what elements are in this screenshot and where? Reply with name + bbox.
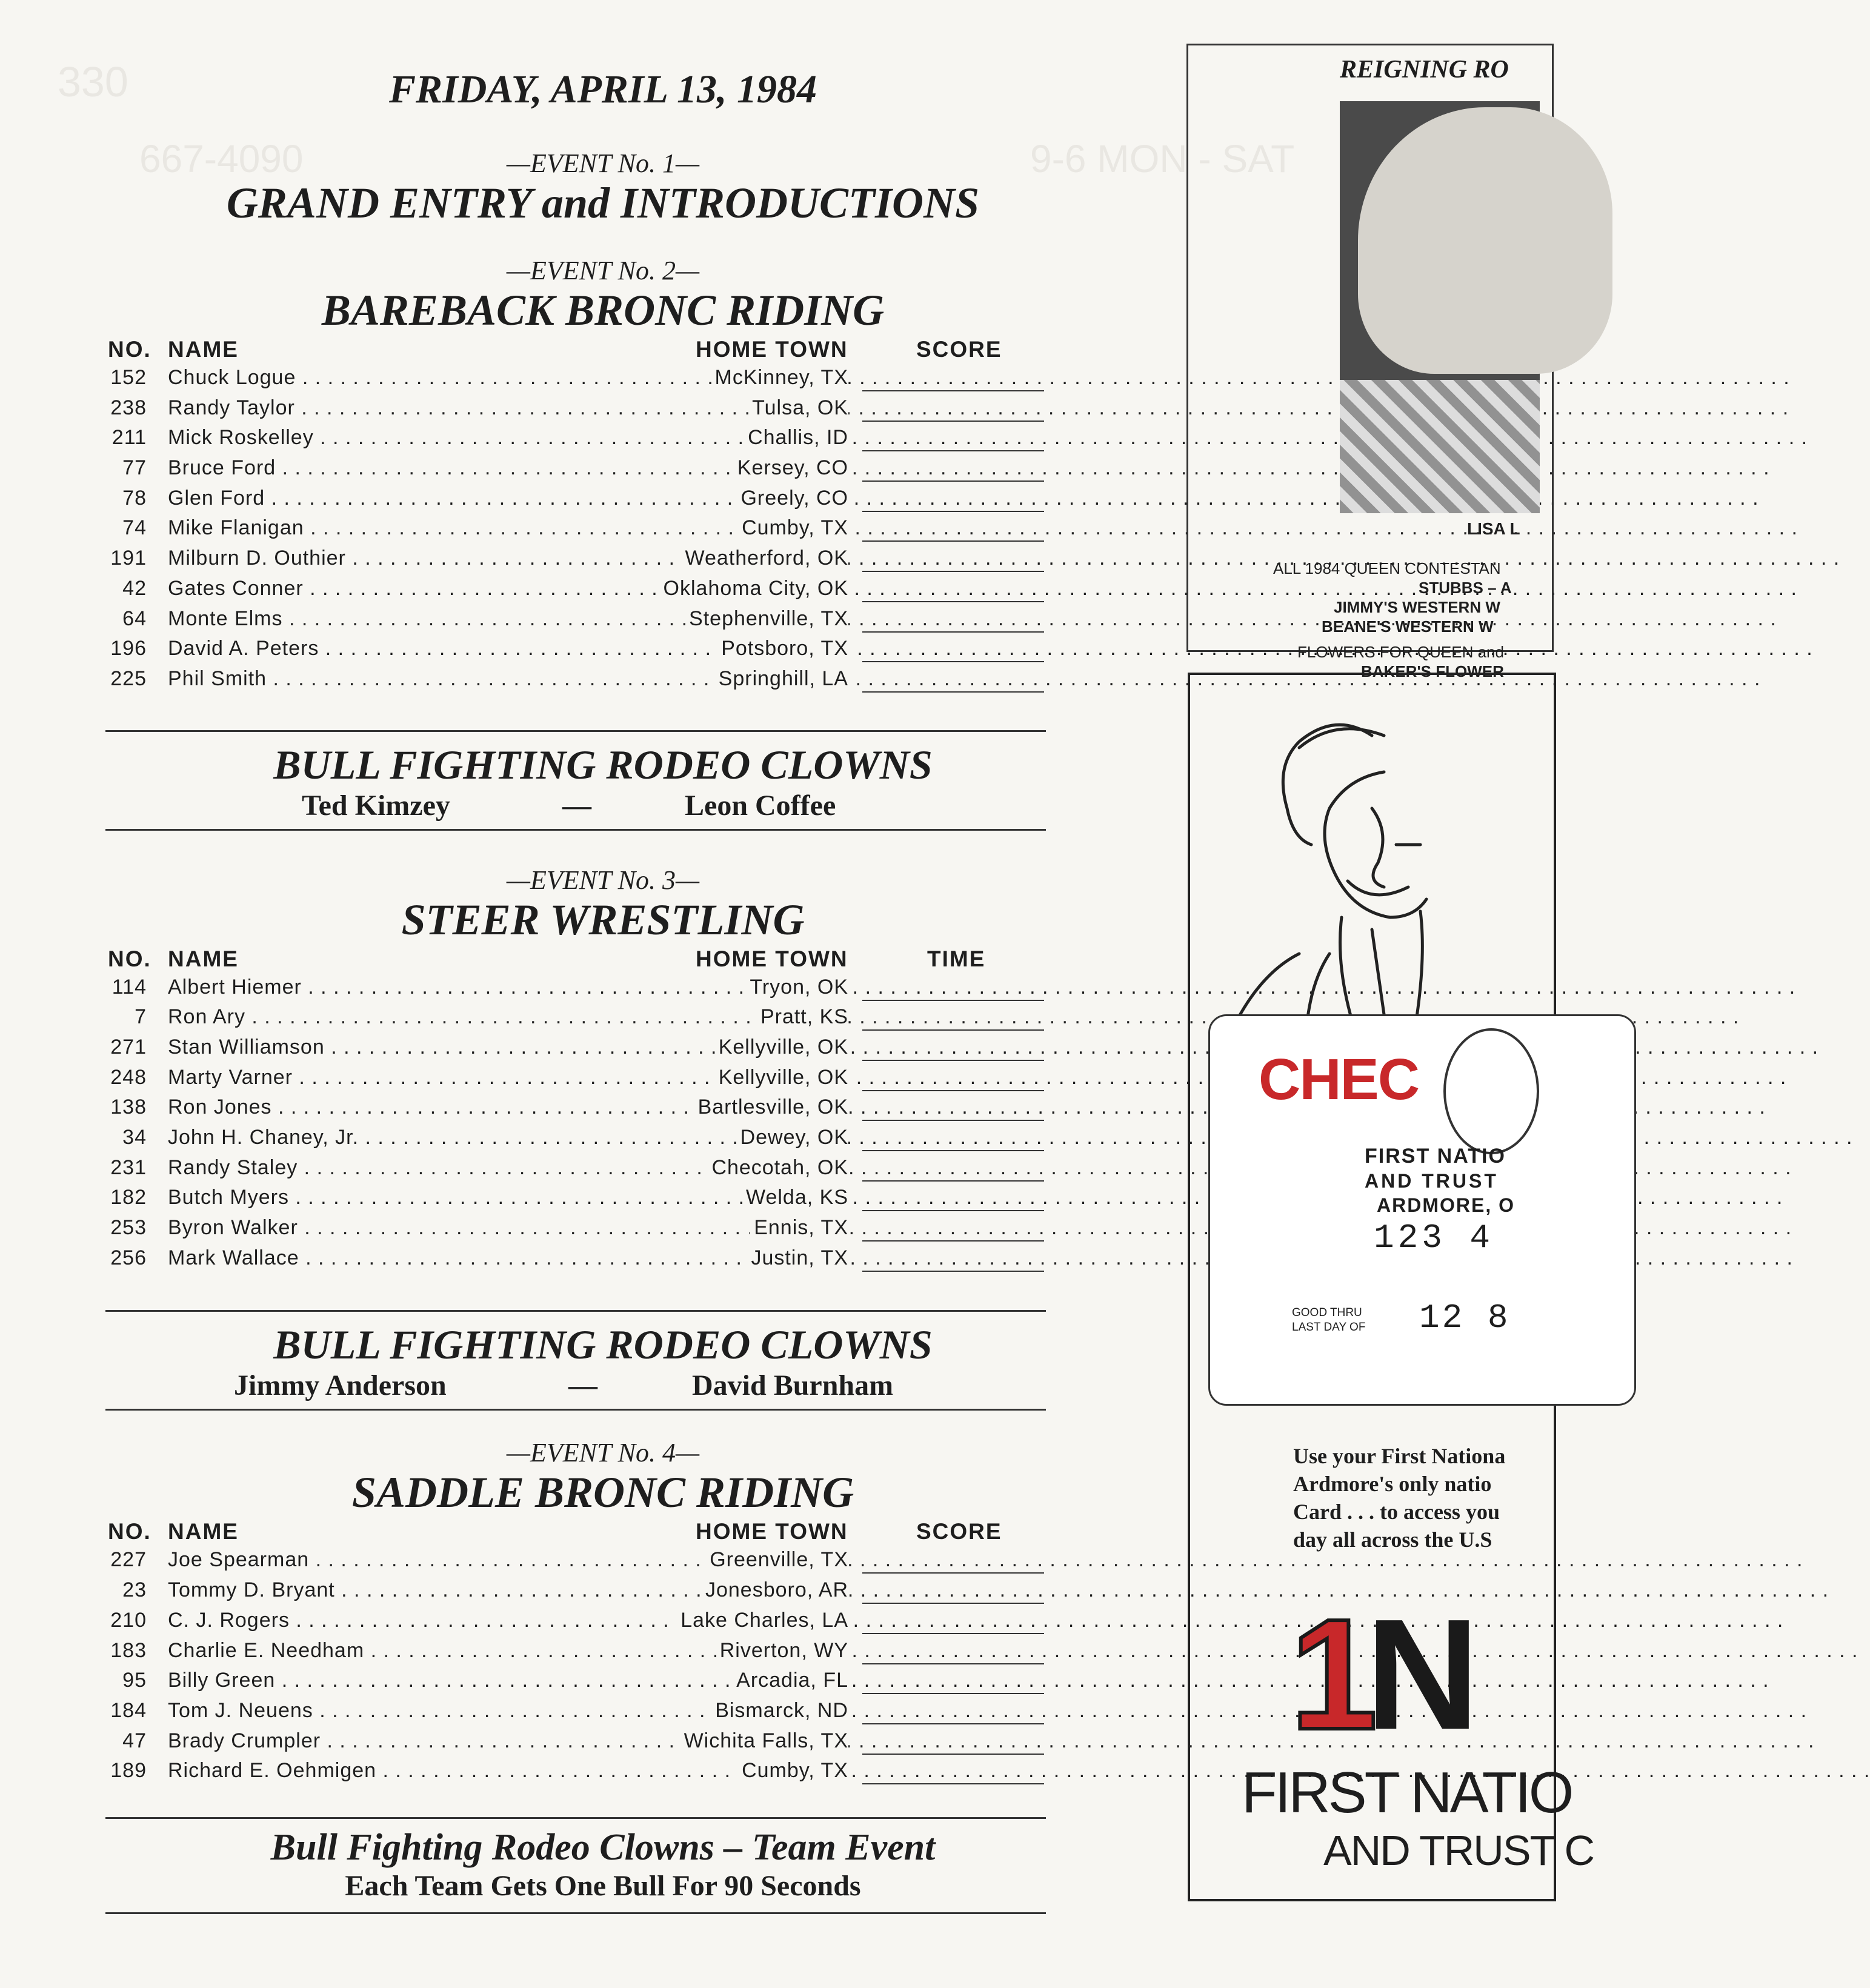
entry-row <box>103 1123 1048 1154</box>
result-blank-line <box>862 1663 1044 1664</box>
entry-row <box>103 634 1048 665</box>
clown-dash: — <box>568 1369 597 1402</box>
home-town: Kellyville, OK <box>715 1036 848 1059</box>
result-blank-line <box>862 1240 1044 1242</box>
contestant-name: Ron Ary . . . <box>168 1005 914 1029</box>
entry-number: 47 <box>122 1729 147 1752</box>
entry-number: 189 <box>110 1759 147 1783</box>
contestant-name: Glen Ford . . . <box>168 487 914 510</box>
entry-number: 138 <box>110 1095 147 1119</box>
home-town: Tryon, OK <box>746 976 848 999</box>
contestant-name: Bruce Ford . . . <box>168 456 914 480</box>
clowns-1-names <box>103 789 1048 825</box>
clown-dash: — <box>562 789 591 822</box>
ghost-page-number: 330 <box>58 58 128 105</box>
bank-logo <box>1290 1587 1468 1763</box>
home-town: Challis, ID <box>744 426 848 450</box>
contestant-name: Joe Spearman . . . <box>168 1548 914 1572</box>
entry-number: 74 <box>122 516 147 540</box>
contestant-name: Billy Green . . . <box>168 1669 914 1692</box>
sponsor-line: JIMMY'S WESTERN W <box>1334 598 1500 616</box>
home-town: Checotah, OK <box>708 1156 848 1180</box>
contestant-name: John H. Chaney, Jr. . . . <box>168 1126 914 1149</box>
home-town: Greely, CO <box>737 487 848 510</box>
contestant-name: Stan Williamson . . . <box>168 1036 914 1059</box>
entry-number: 184 <box>110 1698 147 1722</box>
entry-number: 225 <box>110 667 147 690</box>
contestant-name: Ron Jones . . . <box>168 1095 914 1119</box>
entry-number: 256 <box>110 1246 147 1269</box>
good-thru-label <box>1292 1306 1365 1335</box>
entry-row <box>103 1154 1048 1184</box>
home-town: Weatherford, OK <box>682 547 849 570</box>
home-town: Greenville, TX <box>706 1548 848 1572</box>
entry-number: 248 <box>110 1065 147 1089</box>
event-4-number: —EVENT No. 4— <box>506 1438 700 1468</box>
event-3-entries <box>103 973 1048 1274</box>
home-town: Cumby, TX <box>738 516 848 540</box>
contestant-name: Gates Conner . . . <box>168 577 914 600</box>
event-2-header <box>103 334 1048 364</box>
home-town: Tulsa, OK <box>748 396 848 420</box>
col-score: SCORE <box>916 1519 1002 1544</box>
event-3-header <box>103 944 1048 973</box>
result-blank-line <box>862 1271 1044 1272</box>
entry-number: 231 <box>110 1155 147 1179</box>
home-town: Bismarck, ND <box>711 1699 848 1723</box>
entry-row <box>103 574 1048 605</box>
result-blank-line <box>862 1000 1044 1001</box>
result-blank-line <box>862 1029 1044 1031</box>
result-blank-line <box>862 1603 1044 1604</box>
reigning-royalty-box <box>1186 44 1554 680</box>
sponsor-line: FLOWERS FOR QUEEN and <box>1297 643 1504 661</box>
entry-row <box>103 1033 1048 1063</box>
contestant-name: Mick Roskelley . . . <box>168 426 914 450</box>
entry-number: 114 <box>111 975 147 999</box>
bank-name-sub: AND TRUST C <box>1323 1827 1594 1874</box>
entry-row <box>103 1727 1048 1757</box>
bank-logo-n: N <box>1365 1587 1468 1763</box>
entry-row <box>103 1214 1048 1244</box>
contestant-name: Byron Walker . . . <box>168 1216 914 1240</box>
home-town: Pratt, KS <box>757 1005 848 1029</box>
queen-caption: LISA L <box>1467 519 1520 538</box>
entry-row <box>103 1637 1048 1667</box>
home-town: Potsboro, TX <box>717 637 848 660</box>
home-town: Welda, KS <box>742 1186 848 1209</box>
home-town: Dewey, OK <box>737 1126 848 1149</box>
result-blank-line <box>862 1090 1044 1091</box>
entry-row <box>103 605 1048 635</box>
home-town: Lake Charles, LA <box>677 1609 848 1632</box>
plaid-shirt-graphic <box>1340 380 1540 513</box>
divider <box>105 1817 1046 1819</box>
good-thru-1: GOOD THRU <box>1292 1306 1362 1319</box>
result-blank-line <box>862 1210 1044 1211</box>
home-town: Bartlesville, OK <box>694 1095 848 1119</box>
contestant-name: David A. Peters . . . <box>168 637 914 660</box>
result-blank-line <box>862 1060 1044 1061</box>
entry-number: 271 <box>110 1035 147 1059</box>
col-home: HOME TOWN <box>696 337 848 362</box>
result-blank-line <box>862 511 1044 512</box>
entry-row <box>103 665 1048 695</box>
contestant-name: Mike Flanigan . . . <box>168 516 914 540</box>
entry-row <box>103 1576 1048 1606</box>
entry-number: 227 <box>110 1548 147 1572</box>
col-name: NAME <box>168 337 239 362</box>
ghost-phone: 667-4090 <box>139 137 304 181</box>
event-2-entries <box>103 364 1048 695</box>
result-blank-line <box>862 390 1044 391</box>
contestant-name: Richard E. Oehmigen . . . <box>168 1759 914 1783</box>
result-blank-line <box>862 661 1044 662</box>
entry-number: 64 <box>122 607 147 630</box>
clown-name: Leon Coffee <box>685 789 836 822</box>
entry-row <box>103 1003 1048 1033</box>
contestant-name: Randy Staley . . . <box>168 1156 914 1180</box>
entry-number: 77 <box>122 456 147 480</box>
entry-row <box>103 1063 1048 1094</box>
contestant-name: Tom J. Neuens . . . <box>168 1699 914 1723</box>
contestant-name: Monte Elms . . . <box>168 607 914 631</box>
home-town: Kellyville, OK <box>715 1066 848 1089</box>
entry-row <box>103 364 1048 394</box>
ad-copy-line: Use your First Nationa <box>1293 1444 1506 1468</box>
contestant-name: Marty Varner . . . <box>168 1066 914 1089</box>
result-blank-line <box>862 1120 1044 1121</box>
event-1-number: —EVENT No. 1— <box>506 148 700 178</box>
bank-logo-one: 1 <box>1290 1587 1366 1763</box>
entry-number: 23 <box>122 1578 147 1602</box>
entry-number: 211 <box>111 426 147 450</box>
result-blank-line <box>862 1693 1044 1694</box>
card-bank-line-2: AND TRUST <box>1365 1170 1499 1192</box>
result-blank-line <box>862 1754 1044 1755</box>
result-blank-line <box>862 1633 1044 1634</box>
clowns-2-names <box>103 1369 1048 1405</box>
result-blank-line <box>862 1180 1044 1182</box>
card-expiry: 12 8 <box>1419 1298 1511 1337</box>
col-time: TIME <box>927 946 986 971</box>
entry-row <box>103 1697 1048 1727</box>
entry-row <box>103 484 1048 514</box>
team-event-title: Bull Fighting Rodeo Clowns – Team Event <box>270 1826 936 1868</box>
clowns-1-title: BULL FIGHTING RODEO CLOWNS <box>273 741 933 788</box>
home-town: Arcadia, FL <box>733 1669 848 1692</box>
check-card <box>1208 1014 1636 1406</box>
entry-number: 7 <box>135 1005 147 1029</box>
result-blank-line <box>862 601 1044 602</box>
event-3-number: —EVENT No. 3— <box>506 865 700 895</box>
col-home: HOME TOWN <box>696 1519 848 1544</box>
card-brand: CHEC <box>1259 1047 1419 1112</box>
entry-number: 196 <box>110 637 147 660</box>
entry-number: 183 <box>110 1638 147 1662</box>
card-bank-line-1: FIRST NATIO <box>1365 1145 1506 1168</box>
result-blank-line <box>862 571 1044 572</box>
divider <box>105 1912 1046 1914</box>
entry-row <box>103 1546 1048 1576</box>
contestant-name: Brady Crumpler . . . <box>168 1729 914 1753</box>
home-town: Riverton, WY <box>716 1639 848 1663</box>
team-event-subtitle: Each Team Gets One Bull For 90 Seconds <box>345 1869 861 1902</box>
col-no: NO. <box>108 1519 151 1544</box>
contestant-name: C. J. Rogers . . . <box>168 1609 914 1632</box>
col-score: SCORE <box>916 337 1002 362</box>
bank-advertisement <box>1188 673 1594 1901</box>
entry-number: 210 <box>110 1608 147 1632</box>
clown-name: David Burnham <box>692 1369 894 1402</box>
clowns-2-title: BULL FIGHTING RODEO CLOWNS <box>273 1321 933 1368</box>
contestant-name: Phil Smith . . . <box>168 667 914 691</box>
good-thru-2: LAST DAY OF <box>1292 1321 1366 1334</box>
entry-row <box>103 1244 1048 1274</box>
entry-row <box>103 1757 1048 1787</box>
entry-number: 42 <box>122 576 147 600</box>
program-date: FRIDAY, APRIL 13, 1984 <box>389 67 817 111</box>
contestant-name: Mark Wallace . . . <box>168 1246 914 1270</box>
sponsor-line: STUBBS – A <box>1419 579 1512 597</box>
result-blank-line <box>862 1783 1044 1784</box>
event-4-header <box>103 1517 1048 1546</box>
home-town: McKinney, TX <box>711 366 848 390</box>
result-blank-line <box>862 450 1044 451</box>
result-blank-line <box>862 1723 1044 1724</box>
event-2-number: —EVENT No. 2— <box>506 256 700 285</box>
ad-copy-line: Ardmore's only natio <box>1293 1472 1492 1496</box>
card-number: 123 4 <box>1374 1218 1494 1257</box>
home-town: Jonesboro, AR <box>702 1578 848 1602</box>
entry-row <box>103 454 1048 484</box>
ad-copy <box>1293 1442 1505 1554</box>
home-town: Cumby, TX <box>738 1759 848 1783</box>
card-bank-line-3: ARDMORE, O <box>1377 1194 1515 1216</box>
event-3-title: STEER WRESTLING <box>401 895 805 944</box>
royalty-title: REIGNING RO <box>1340 56 1509 84</box>
bank-name: FIRST NATIO <box>1242 1760 1572 1825</box>
entry-number: 191 <box>110 547 147 570</box>
col-name: NAME <box>168 946 239 971</box>
entry-number: 34 <box>122 1126 147 1149</box>
sponsor-line: ALL 1984 QUEEN CONTESTAN <box>1273 559 1501 577</box>
card-brand-ring-icon <box>1443 1028 1539 1154</box>
home-town: Justin, TX <box>747 1246 848 1270</box>
event-4-entries <box>103 1546 1048 1787</box>
contestant-name: Chuck Logue . . . <box>168 366 914 390</box>
result-blank-line <box>862 1572 1044 1574</box>
result-blank-line <box>862 1150 1044 1151</box>
clown-name: Jimmy Anderson <box>234 1369 447 1402</box>
sponsor-line: BAKER'S FLOWER <box>1361 662 1504 680</box>
entry-row <box>103 514 1048 544</box>
entry-row <box>103 1093 1048 1123</box>
col-no: NO. <box>108 946 151 971</box>
ad-copy-line: Card . . . to access you <box>1293 1500 1500 1524</box>
queen-photo <box>1340 101 1540 513</box>
event-2-title: BAREBACK BRONC RIDING <box>321 286 885 334</box>
col-name: NAME <box>168 1519 239 1544</box>
home-town: Oklahoma City, OK <box>660 577 848 600</box>
result-blank-line <box>862 540 1044 542</box>
home-town: Stephenville, TX <box>685 607 848 631</box>
ad-copy-line: day all across the U.S <box>1293 1528 1492 1552</box>
home-town: Wichita Falls, TX <box>680 1729 848 1753</box>
sponsor-line: BEANE'S WESTERN W <box>1322 617 1494 636</box>
entry-number: 78 <box>122 486 147 510</box>
contestant-name: Charlie E. Needham . . . <box>168 1639 914 1663</box>
entry-number: 182 <box>110 1186 147 1209</box>
contestant-name: Tommy D. Bryant . . . <box>168 1578 914 1602</box>
clown-name: Ted Kimzey <box>302 789 450 822</box>
home-town: Springhill, LA <box>715 667 848 691</box>
result-blank-line <box>862 691 1044 693</box>
cowboy-hat-graphic <box>1358 107 1612 374</box>
entry-row <box>103 1666 1048 1697</box>
entry-row <box>103 424 1048 454</box>
result-blank-line <box>862 631 1044 633</box>
entry-number: 238 <box>110 396 147 419</box>
col-no: NO. <box>108 337 151 362</box>
result-blank-line <box>862 421 1044 422</box>
entry-row <box>103 1183 1048 1214</box>
home-town: Ennis, TX <box>750 1216 848 1240</box>
rodeo-program-column <box>103 61 1048 1914</box>
ghost-hours: 9-6 MON - SAT <box>1030 137 1295 181</box>
result-blank-line <box>862 480 1044 482</box>
entry-row <box>103 544 1048 574</box>
contestant-name: Butch Myers . . . <box>168 1186 914 1209</box>
event-4-title: SADDLE BRONC RIDING <box>351 1468 854 1517</box>
entry-row <box>103 394 1048 424</box>
entry-row <box>103 1606 1048 1637</box>
entry-number: 95 <box>122 1669 147 1692</box>
entry-number: 253 <box>110 1216 147 1240</box>
entry-number: 152 <box>110 366 147 389</box>
event-1-title: GRAND ENTRY and INTRODUCTIONS <box>226 179 980 227</box>
contestant-name: Randy Taylor . . . <box>168 396 914 420</box>
col-home: HOME TOWN <box>696 946 848 971</box>
home-town: Kersey, CO <box>734 456 848 480</box>
divider <box>105 1310 1046 1312</box>
contestant-name: Milburn D. Outhier . . . <box>168 547 914 570</box>
contestant-name: Albert Hiemer . . . <box>168 976 914 999</box>
entry-row <box>103 973 1048 1003</box>
divider <box>105 730 1046 732</box>
